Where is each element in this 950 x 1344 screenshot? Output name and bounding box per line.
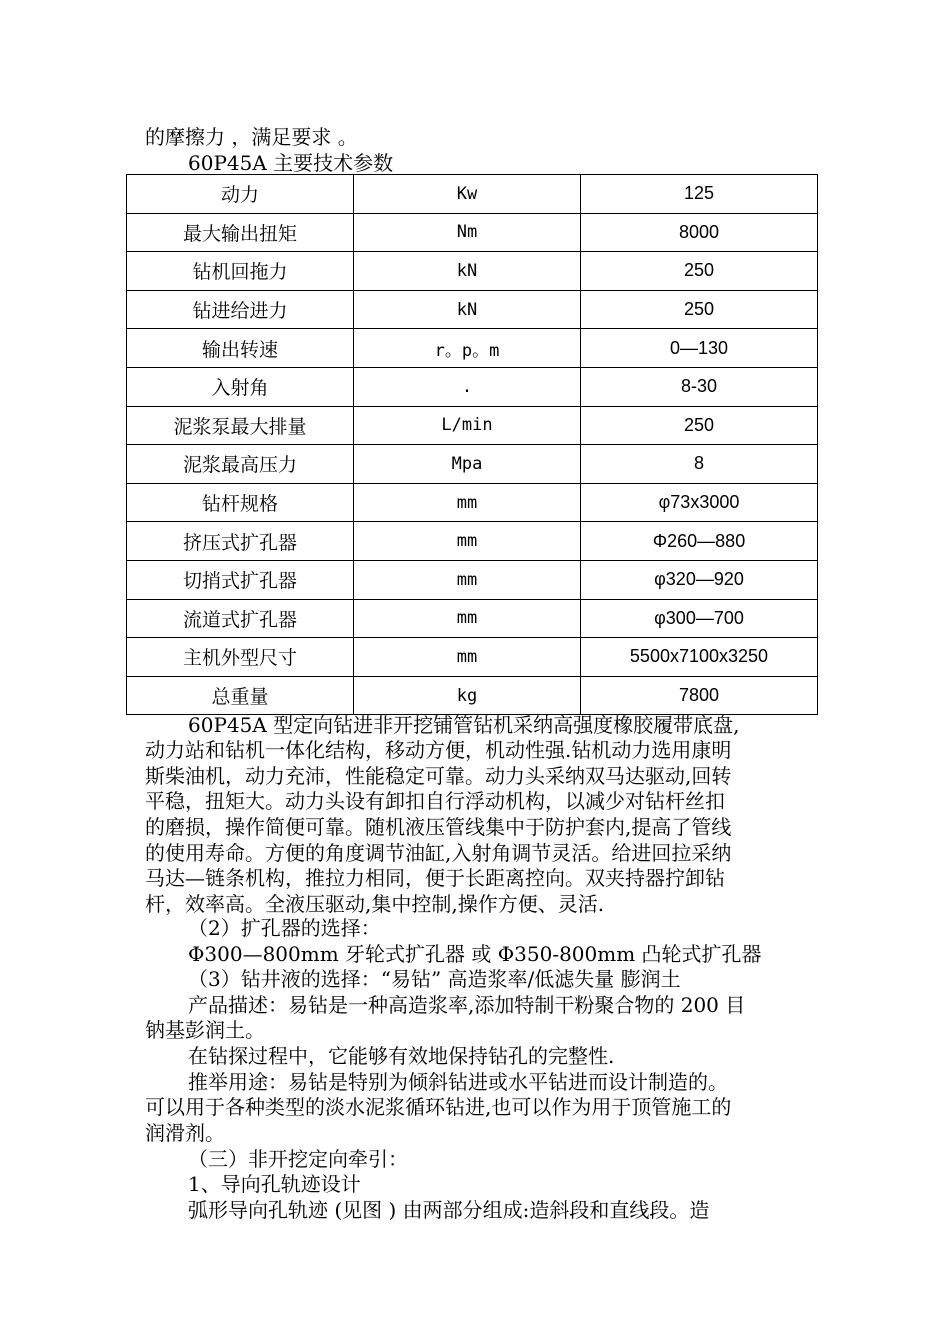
table-row [127, 252, 818, 291]
table-row [127, 367, 818, 406]
unit-cell: mm [354, 483, 581, 522]
value-cell: 8 [581, 445, 818, 484]
value-cell: Φ260—880 [581, 522, 818, 561]
param-name-cell: 泥浆泵最大排量 [127, 406, 354, 445]
paragraph-line: 60P45A 型定向钻进非开挖铺管钻机采纳高强度橡胶履带底盘, [188, 713, 740, 737]
section-2-heading: （2）扩孔器的选择： [188, 916, 381, 940]
product-description-line-1: 产品描述：易钻是一种高造浆率,添加特制干粉聚合物的 200 目 [188, 993, 746, 1017]
table-row [127, 406, 818, 445]
unit-cell: r。p。m [354, 329, 581, 368]
table-row [127, 445, 818, 484]
integrity-line: 在钻探过程中，它能够有效地保持钻孔的完整性. [188, 1044, 615, 1068]
usage-line-1: 推举用途：易钻是特别为倾斜钻进或水平钻进而设计制造的。 [188, 1070, 728, 1094]
unit-cell: kN [354, 290, 581, 329]
paragraph-line: 杆，效率高。全液压驱动,集中控制,操作方便、灵活. [145, 892, 605, 916]
section-three-heading: （三）非开挖定向牵引： [188, 1147, 408, 1171]
table-row [127, 638, 818, 677]
param-name-cell: 钻杆规格 [127, 483, 354, 522]
table-row [127, 175, 818, 214]
table-row [127, 560, 818, 599]
unit-cell: mm [354, 560, 581, 599]
intro-tail-text: 的摩擦力 ，满足要求 。 [145, 125, 358, 149]
param-name-cell: 总重量 [127, 676, 354, 715]
unit-cell: mm [354, 599, 581, 638]
unit-cell: mm [354, 638, 581, 677]
value-cell: 0—130 [581, 329, 818, 368]
subsection-1-heading: 1、导向孔轨迹设计 [188, 1172, 361, 1196]
param-name-cell: 挤压式扩孔器 [127, 522, 354, 561]
paragraph-line: 平稳，扭矩大。动力头设有卸扣自行浮动机构，以减少对钻杆丝扣 [145, 789, 725, 813]
param-name-cell: 动力 [127, 175, 354, 214]
value-cell: 5500x7100x3250 [581, 638, 818, 677]
spec-table [126, 174, 818, 715]
value-cell: φ320—920 [581, 560, 818, 599]
table-row [127, 483, 818, 522]
param-name-cell: 钻机回拖力 [127, 252, 354, 291]
unit-cell: kN [354, 252, 581, 291]
table-row [127, 599, 818, 638]
value-cell: 8000 [581, 213, 818, 252]
unit-cell: Mpa [354, 445, 581, 484]
spec-table-body [127, 175, 818, 715]
paragraph-line: 的使用寿命。方便的角度调节油缸,入射角调节灵活。给进回拉采纳 [145, 841, 732, 865]
table-row [127, 676, 818, 715]
table-row [127, 213, 818, 252]
param-name-cell: 输出转速 [127, 329, 354, 368]
section-2-reamer-options: Φ300—800mm 牙轮式扩孔器 或 Φ350-800mm 凸轮式扩孔器 [188, 942, 762, 966]
paragraph-line: 斯柴油机，动力充沛，性能稳定可靠。动力头采纳双马达驱动,回转 [145, 764, 732, 788]
trajectory-design-line: 弧形导向孔轨迹 (见图 ) 由两部分组成:造斜段和直线段。造 [188, 1198, 710, 1222]
param-name-cell: 切捎式扩孔器 [127, 560, 354, 599]
table-row [127, 522, 818, 561]
value-cell: 125 [581, 175, 818, 214]
product-description-line-2: 钠基彭润土。 [145, 1018, 265, 1042]
param-name-cell: 钻进给进力 [127, 290, 354, 329]
value-cell: 250 [581, 290, 818, 329]
value-cell: 7800 [581, 676, 818, 715]
param-name-cell: 流道式扩孔器 [127, 599, 354, 638]
paragraph-line: 的磨损，操作简便可靠。随机液压管线集中于防护套内,提高了管线 [145, 815, 732, 839]
unit-cell: Kw [354, 175, 581, 214]
paragraph-line: 动力站和钻机一体化结构，移动方便，机动性强.钻机动力选用康明 [145, 738, 732, 762]
table-row [127, 329, 818, 368]
table-caption: 60P45A 主要技术参数 [188, 151, 394, 175]
usage-line-3: 润滑剂。 [145, 1121, 225, 1145]
unit-cell: mm [354, 522, 581, 561]
param-name-cell: 主机外型尺寸 [127, 638, 354, 677]
paragraph-line: 马达—链条机构，推拉力相同，便于长距离控向。双夹持器拧卸钻 [145, 866, 725, 890]
unit-cell: . [354, 367, 581, 406]
value-cell: 8-30 [581, 367, 818, 406]
usage-line-2: 可以用于各种类型的淡水泥浆循环钻进,也可以作为用于顶管施工的 [145, 1095, 732, 1119]
value-cell: φ300—700 [581, 599, 818, 638]
unit-cell: kg [354, 676, 581, 715]
section-3-heading: （3）钻井液的选择：“易钻” 高造浆率/低滤失量 膨润土 [188, 967, 681, 991]
unit-cell: Nm [354, 213, 581, 252]
value-cell: 250 [581, 406, 818, 445]
value-cell: 250 [581, 252, 818, 291]
param-name-cell: 泥浆最高压力 [127, 445, 354, 484]
value-cell: φ73x3000 [581, 483, 818, 522]
param-name-cell: 入射角 [127, 367, 354, 406]
unit-cell: L/min [354, 406, 581, 445]
table-row [127, 290, 818, 329]
param-name-cell: 最大输出扭矩 [127, 213, 354, 252]
